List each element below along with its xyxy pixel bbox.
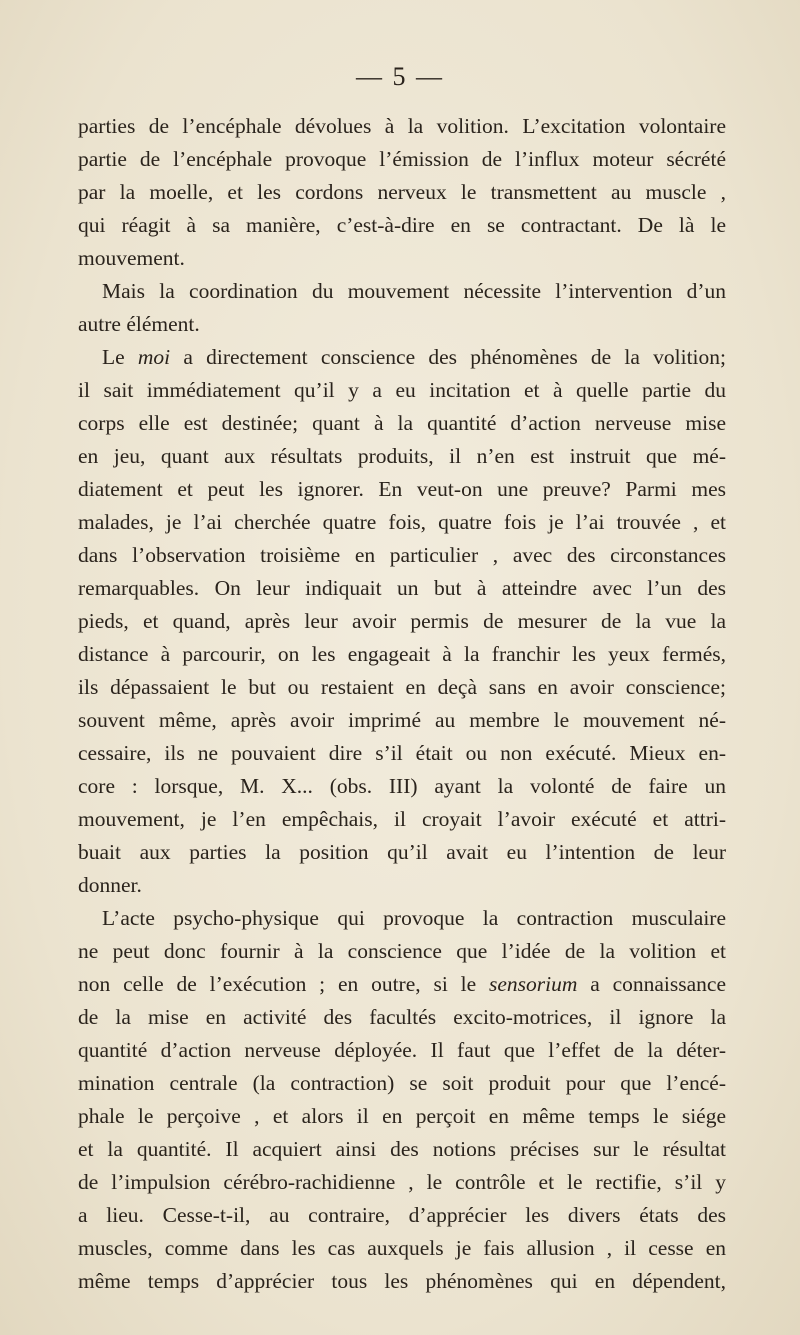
text-line: a lieu. Cesse-t-il, au contraire, d’apprécier les divers états des [78,1203,726,1227]
text-line: parties de l’encéphale dévolues à la volition. L’excitation volontaire [78,114,726,138]
text-line: Mais la coordination du mouvement nécessite l’intervention d’un [102,279,726,303]
text-line: mination centrale (la contraction) se soit produit pour que l’encé- [78,1071,726,1095]
text-line: L’acte psycho-physique qui provoque la contraction musculaire [102,906,726,930]
text-line: donner. [78,873,142,897]
text-line: core : lorsque, M. X... (obs. III) ayant la volonté de faire un [78,774,726,798]
text-line: il sait immédiatement qu’il y a eu incitation et à quelle partie du [78,378,726,402]
text-line: corps elle est destinée; quant à la quantité d’action nerveuse mise [78,411,726,435]
page-number: — 5 — [356,62,444,91]
text-line: et la quantité. Il acquiert ainsi des notions précises sur le résultat [78,1137,726,1161]
text-line: de l’impulsion cérébro-rachidienne , le contrôle et le rectifie, s’il y [78,1170,726,1194]
text-line: par la moelle, et les cordons nerveux le transmettent au muscle , [78,180,726,204]
italic-word: moi [137,345,171,369]
text-line: malades, je l’ai cherchée quatre fois, quatre fois je l’ai trouvée , et [78,510,726,534]
text-line: ne peut donc fournir à la conscience que l’idée de la volition et [78,939,726,963]
text-line: diatement et peut les ignorer. En veut-on une preuve? Parmi mes [78,477,726,501]
text-line: remarquables. On leur indiquait un but à atteindre avec l’un des [78,576,726,600]
text-line: phale le perçoive , et alors il en perçoit en même temps le siége [78,1104,726,1128]
text-line: en jeu, quant aux résultats produits, il n’en est instruit que mé- [78,444,726,468]
text-line: mouvement. [78,246,185,270]
text-line: cessaire, ils ne pouvaient dire s’il était ou non exécuté. Mieux en- [78,741,726,765]
text-line: quantité d’action nerveuse déployée. Il faut que l’effet de la déter- [78,1038,726,1062]
text-line: mouvement, je l’en empêchais, il croyait l’avoir exécuté et attri- [78,807,726,831]
text-line: même temps d’apprécier tous les phénomènes qui en dépendent, [78,1269,726,1293]
text-line: muscles, comme dans les cas auxquels je fais allusion , il cesse en [78,1236,726,1260]
text-line: buait aux parties la position qu’il avait eu l’intention de leur [78,840,726,864]
text-line: dans l’observation troisième en particulier , avec des circonstances [78,543,726,567]
text-line: non celle de l’exécution ; en outre, si le sensorium a connaissance [78,972,726,996]
body-text [78,110,726,1298]
text-line: autre élément. [78,312,200,336]
text-line: qui réagit à sa manière, c’est-à-dire en se contractant. De là le [78,213,726,237]
line-text: a directement conscience des phénomènes de la volition; [170,345,727,369]
line-text: Le [102,345,138,369]
text-line: distance à parcourir, on les engageait à la franchir les yeux fermés, [78,642,726,666]
italic-word: sensorium [488,972,578,996]
text-line: souvent même, après avoir imprimé au membre le mouvement né- [78,708,726,732]
text-line: de la mise en activité des facultés excito-motrices, il ignore la [78,1005,726,1029]
text-line: ils dépassaient le but ou restaient en deçà sans en avoir conscience; [78,675,726,699]
text-line: partie de l’encéphale provoque l’émission de l’influx moteur sécrété [78,147,726,171]
text-line [78,341,726,374]
text-line: pieds, et quand, après leur avoir permis de mesurer de la vue la [78,609,726,633]
